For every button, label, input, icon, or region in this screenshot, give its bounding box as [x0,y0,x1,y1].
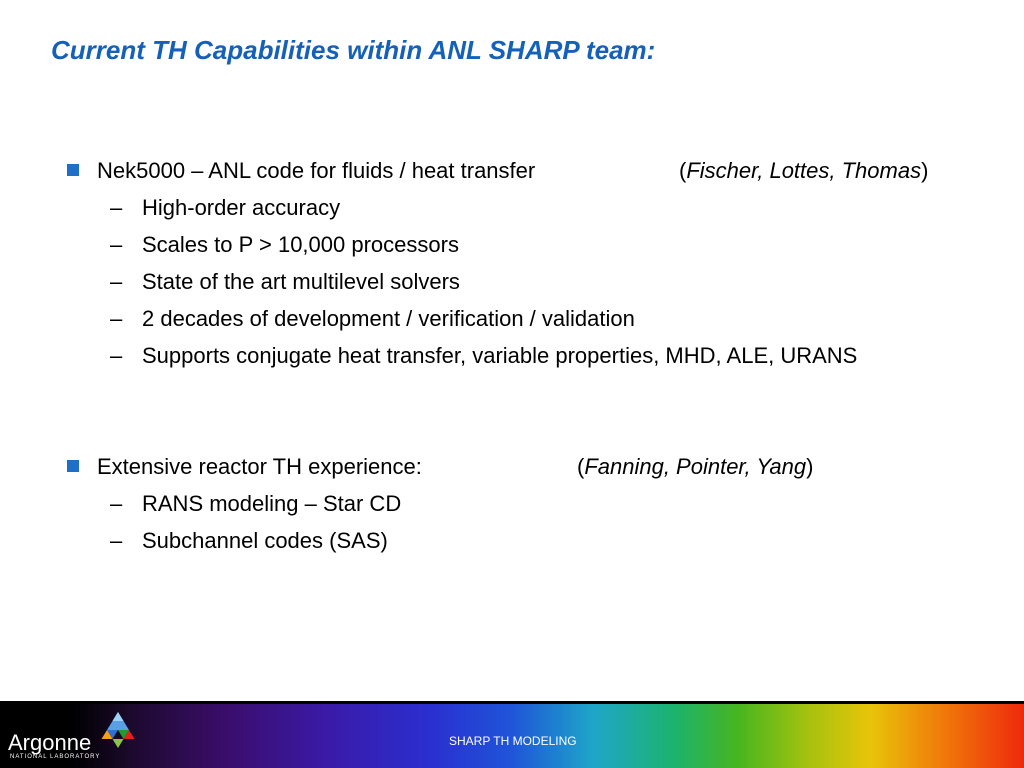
close-paren: ) [806,454,814,479]
dash-icon: – [110,306,123,331]
credit-names: Fischer, Lottes, Thomas [686,158,922,183]
bullet-item [67,454,987,484]
sub-item-text: RANS modeling – Star CD [142,491,402,516]
bullet-text: Extensive reactor TH experience: [97,454,422,479]
dash-icon: – [110,232,123,257]
sub-item-text: 2 decades of development / verification / validation [142,306,635,331]
dash-icon: – [110,343,123,368]
bullet-credit [577,454,813,480]
credit-names: Fanning, Pointer, Yang [584,454,807,479]
footer-bar [0,704,1024,768]
close-paren: ) [921,158,929,183]
sub-item-text: Scales to P > 10,000 processors [142,232,459,257]
slide-title: Current TH Capabilities within ANL SHARP team: [51,35,656,65]
sub-item-text: Subchannel codes (SAS) [142,528,388,553]
bullet-square-icon [67,460,79,472]
dash-icon: – [110,491,123,516]
argonne-logo [8,706,138,766]
argonne-triangle-icon [96,710,140,750]
dash-icon: – [110,528,123,553]
sub-item-text: High-order accuracy [142,195,341,220]
dash-icon: – [110,269,123,294]
logo-wordmark: Argonne [8,730,92,755]
sub-item-text: Supports conjugate heat transfer, variable properties, MHD, ALE, URANS [142,343,858,368]
open-paren: ( [679,158,687,183]
bullet-text: Nek5000 – ANL code for fluids / heat transfer [97,158,536,183]
sub-item-text: State of the art multilevel solvers [142,269,460,294]
bullet-credit [679,158,928,184]
dash-icon: – [110,195,123,220]
footer-title: SHARP TH MODELING [449,734,577,748]
bullet-item [67,158,987,188]
open-paren: ( [577,454,585,479]
logo-subtitle: NATIONAL LABORATORY [10,754,101,760]
bullet-square-icon [67,164,79,176]
